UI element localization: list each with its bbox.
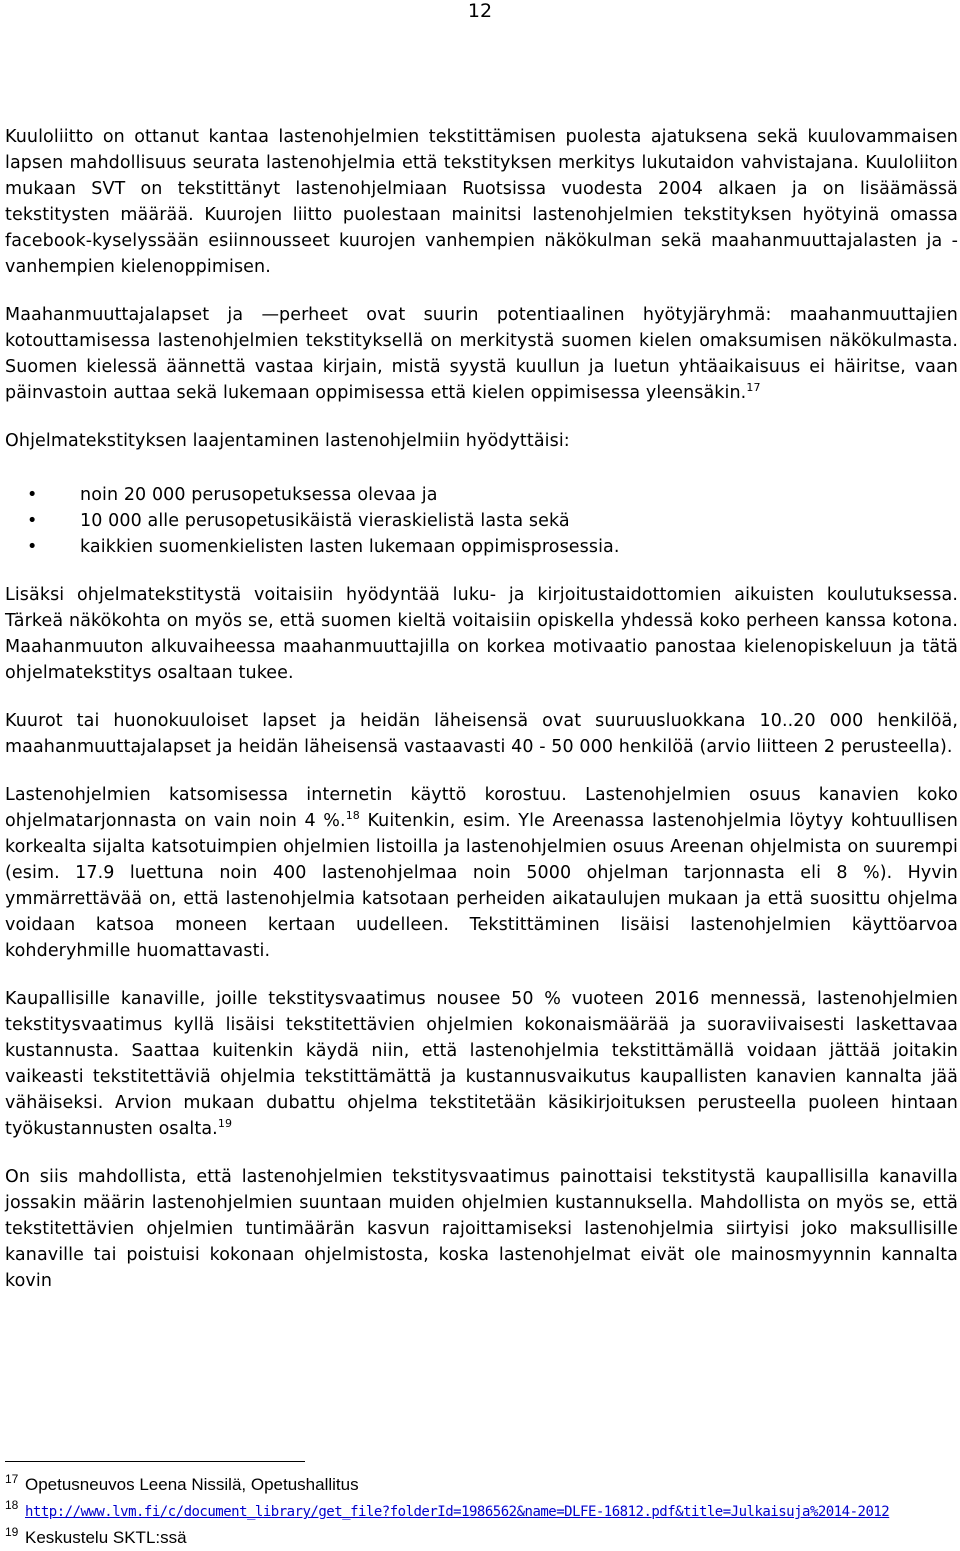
footnote-17 — [5, 1472, 958, 1498]
paragraph-text: Kuurot tai huonokuuloiset lapset ja heidän läheisensä ovat suuruusluokkana 10..20 000 henkilöä, maahanmuuttajalapset ja heidän läheisensä vastaavasti 40 - 50 000 henkilöä (arvio liitteen 2 perusteella). — [5, 711, 958, 757]
paragraph-painotus — [5, 1164, 958, 1294]
footnote-ref-19[interactable]: 19 — [217, 1117, 233, 1131]
footnote-18 — [5, 1498, 958, 1525]
paragraph-text: Kuitenkin, esim. Yle Areenassa lastenohjelmia löytyy kohtuullisen korkealta sijalta katsotuimpien ohjelmien listoilla ja lastenohjelmien osuus Areenan ohjelmista on suurempi (esim. 17.9 luettuna noin 400 lastenohjelmaa noin 5000 ohjelman tarjonnasta eli 8 %). Hyvin ymmärrettävää on, että lastenohjelmia katsotaan perheiden aikataulujen mukaan ja että suosittu ohjelma voidaan katsoa moneen kertaan uudelleen. Tekstittäminen lisäisi lastenohjelmien käyttöarvoa kohderyhmille huomattavasti. — [5, 811, 958, 961]
footnote-link[interactable]: http://www.lvm.fi/c/document_library/get_file?folderId=1986562&name=DLFE-16812.pdf&title=Julkaisuja%2014-2012 — [25, 1504, 890, 1520]
paragraph-aikuiskoulutus — [5, 582, 958, 686]
main-content — [5, 124, 958, 1316]
paragraph-list-intro — [5, 428, 958, 454]
paragraph-text: Ohjelmatekstityksen laajentaminen lastenohjelmiin hyödyttäisi: — [5, 431, 570, 451]
list-item: • noin 20 000 perusopetuksessa olevaa ja — [5, 482, 958, 508]
footnote-ref-17[interactable]: 17 — [746, 381, 761, 395]
paragraph-text: Lastenohjelmien katsomisessa internetin käyttö korostuu. Lastenohjelmien osuus kanavien koko ohjelmatarjonnasta on vain noin 4 %. — [5, 785, 958, 831]
footnote-text: Opetusneuvos Leena Nissilä, Opetushallitus — [25, 1475, 359, 1494]
footnotes — [5, 1461, 958, 1551]
paragraph-internet — [5, 782, 958, 964]
footnote-ref-18[interactable]: 18 — [345, 809, 360, 823]
paragraph-kuuloliitto — [5, 124, 958, 280]
paragraph-maahanmuuttajalapset — [5, 302, 958, 406]
footnote-19 — [5, 1525, 958, 1551]
footnote-number: 17 — [5, 1472, 19, 1486]
list-item: • kaikkien suomenkielisten lasten lukemaan oppimisprosessia. — [5, 534, 958, 560]
page-number: 12 — [467, 0, 493, 22]
footnote-number: 18 — [5, 1498, 19, 1512]
paragraph-kaupalliset — [5, 986, 958, 1142]
footnote-divider — [5, 1461, 305, 1462]
paragraph-kohderyhmat — [5, 708, 958, 760]
paragraph-text: Kaupallisille kanaville, joille tekstitysvaatimus nousee 50 % vuoteen 2016 mennessä, lastenohjelmien tekstitysvaatimus kyllä lisäisi tekstitettävien ohjelmien kokonaismäärää ja suoraviivaisesti laskettavaa kustannusta. Saattaa kuitenkin käydä niin, että lastenohjelmia tekstittämällä voidaan jättää joitakin vaikeasti tekstitettäviä ohjelmia tekstittämättä ja kustannusvaikutus kaupallisten kanavien kannalta jää vähäiseksi. Arvion mukaan dubattu ohjelma tekstitetään käsikirjoituksen perusteella puoleen hintaan työkustannusten osalta. — [5, 989, 958, 1139]
benefit-list — [5, 482, 958, 560]
paragraph-text: Lisäksi ohjelmatekstitystä voitaisiin hyödyntää luku- ja kirjoitustaidottomien aikuisten koulutuksessa. Tärkeä näkökohta on myös se, että suomen kieltä voitaisiin opiskella yhdessä koko perheen kanssa kotona. Maahanmuuton alkuvaiheessa maahanmuuttajilla on korkea motivaatio panostaa kielenopiskeluun ja tätä ohjelmatekstitys osaltaan tukee. — [5, 585, 958, 683]
footnote-text: Keskustelu SKTL:ssä — [25, 1528, 187, 1547]
paragraph-text: Maahanmuuttajalapset ja —perheet ovat suurin potentiaalinen hyötyjäryhmä: maahanmuuttajien kotouttamisessa lastenohjelmien tekstityksellä on merkitystä suomen kielen omaksumisen näkökulmasta. Suomen kielessä äännettä vastaa kirjain, mistä syystä kuullun ja luetun yhtäaikaisuus ei häiritse, vaan päinvastoin auttaa sekä lukemaan oppimisessa että kielen oppimisessa yleensäkin. — [5, 305, 958, 403]
paragraph-text: On siis mahdollista, että lastenohjelmien tekstitysvaatimus painottaisi tekstitystä kaupallisilla kanavilla jossakin määrin lastenohjelmien suuntaan muiden ohjelmien kustannuksella. Mahdollista on myös se, että tekstitettävien ohjelmien tuntimäärän kasvun rajoittamiseksi lastenohjelmia siirtyisi joko maksullisille kanaville tai poistuisi kokonaan ohjelmistosta, koska lastenohjelmat eivät ole mainosmyynnin kannalta kovin — [5, 1167, 958, 1291]
footnote-number: 19 — [5, 1525, 19, 1539]
list-item: • 10 000 alle perusopetusikäistä vieraskielistä lasta sekä — [5, 508, 958, 534]
paragraph-text: Kuuloliitto on ottanut kantaa lastenohjelmien tekstittämisen puolesta ajatuksena sekä kuulovammaisen lapsen mahdollisuus seurata lastenohjelmia että tekstityksen merkitys lukutaidon vahvistajana. Kuuloliiton mukaan SVT on tekstittänyt lastenohjelmiaan Ruotsissa vuodesta 2004 alkaen ja on lisäämässä tekstitysten määrää. Kuurojen liitto puolestaan mainitsi lastenohjelmien tekstityksen hyötyinä omassa facebook-kyselyssään esiinnousseet kuurojen vanhempien näkökulman sekä maahanmuuttajalasten ja - vanhempien kielenoppimisen. — [5, 127, 958, 277]
